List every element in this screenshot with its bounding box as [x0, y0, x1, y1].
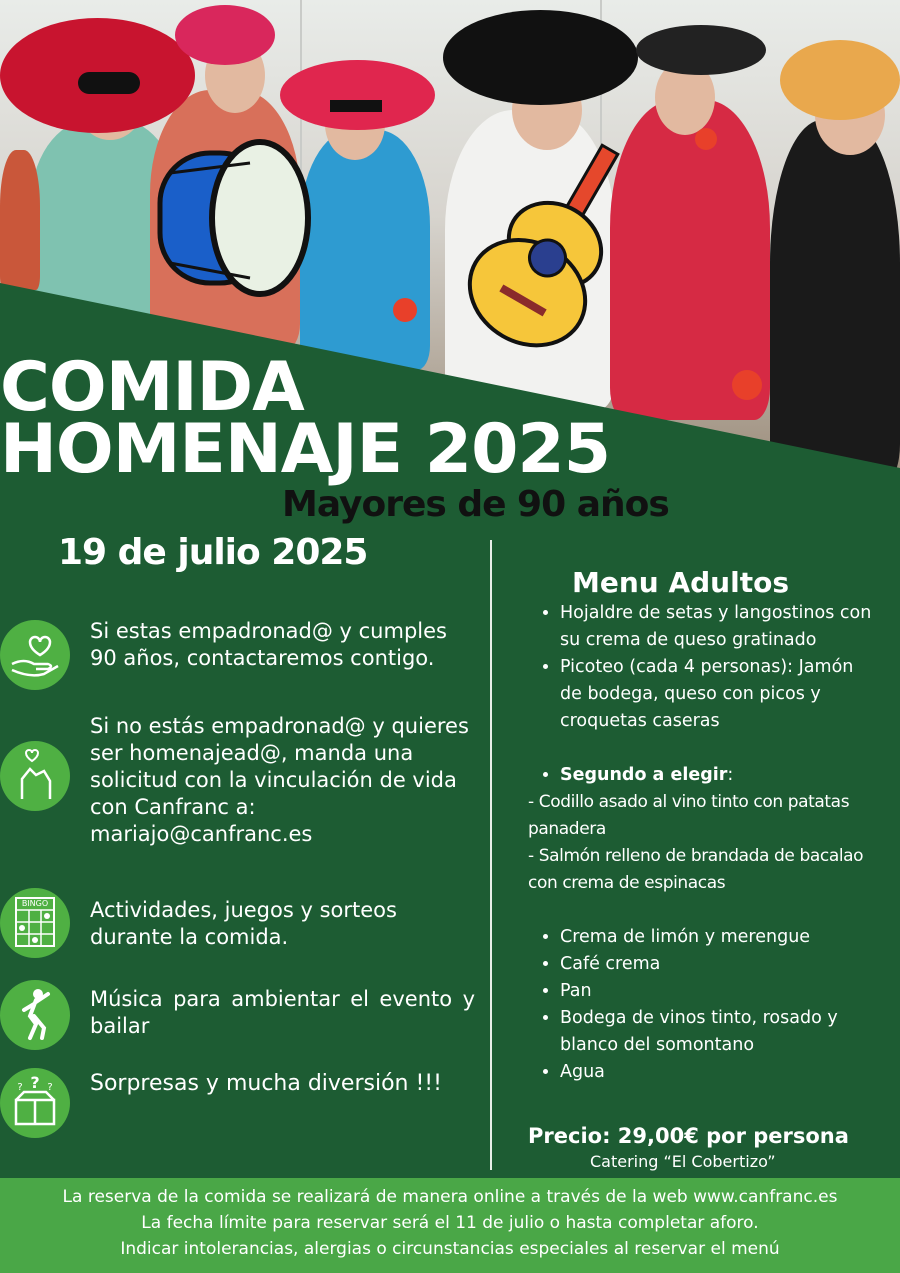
finger-heart-icon — [0, 741, 70, 811]
info-text-solicitud: Si no estás empadronad@ y quieres ser homenajead@, manda una solicitud con la vinculación de vida con Canfranc a: mariajo@canfranc.es — [90, 714, 469, 846]
menu-item: • Picoteo (cada 4 personas): Jamón de bodega, queso con picos y croquetas caseras — [560, 654, 878, 735]
catering: Catering “El Cobertizo” — [590, 1152, 776, 1171]
menu-item: • Crema de limón y merengue — [560, 924, 878, 951]
svg-text:?: ? — [17, 1082, 23, 1093]
menu-entrantes-list — [528, 600, 878, 735]
menu-segundo-option: - Codillo asado al vino tinto con patatas panadera — [528, 792, 850, 839]
footer-line-reserva: La reserva de la comida se realizará de manera online a través de la web www.canfranc.es — [62, 1187, 838, 1207]
menu-list — [528, 600, 878, 1086]
svg-text:BINGO: BINGO — [21, 899, 49, 908]
menu-segundo-option: - Salmón relleno de brandada de bacalao con crema de espinacas — [528, 846, 864, 893]
title-line-1: COMIDA — [0, 348, 304, 427]
menu-item: • Bodega de vinos tinto, rosado y blanco del somontano — [560, 1005, 878, 1059]
bingo-card-icon — [0, 888, 70, 958]
price: Precio: 29,00€ por persona — [528, 1124, 849, 1148]
dancer-icon — [0, 980, 70, 1050]
info-text-empadronado: Si estas empadronad@ y cumples 90 años, contactaremos contigo. — [90, 619, 447, 670]
menu-item: • Café crema — [560, 951, 878, 978]
svg-text:?: ? — [30, 1073, 40, 1092]
footer-line-intolerancias: Indicar intolerancias, alergias o circunstancias especiales al reservar el menú — [120, 1239, 780, 1259]
title-line-2: HOMENAJE 2025 — [0, 410, 611, 489]
menu-postres-list — [528, 924, 878, 1086]
subtitle: Mayores de 90 años — [282, 484, 669, 525]
menu-segundo-list — [528, 762, 878, 789]
footer — [0, 1178, 900, 1273]
menu-title: Menu Adultos — [572, 566, 789, 599]
info-text-sorpresas: Sorpresas y mucha diversión !!! — [90, 1071, 442, 1096]
surprise-box-icon — [0, 1068, 70, 1138]
column-divider — [490, 540, 492, 1170]
info-text-musica: Música para ambientar el evento y bailar — [90, 987, 475, 1038]
svg-text:?: ? — [47, 1082, 53, 1093]
menu-item: • Pan — [560, 978, 878, 1005]
info-text-actividades: Actividades, juegos y sorteos durante la comida. — [90, 898, 397, 949]
menu-item: • Hojaldre de setas y langostinos con su crema de queso gratinado — [560, 600, 878, 654]
hand-hearts-icon — [0, 620, 70, 690]
menu-item: • Agua — [560, 1059, 878, 1086]
event-date: 19 de julio 2025 — [58, 532, 368, 573]
menu-segundo-label: • Segundo a elegir: — [560, 762, 878, 789]
page-title — [0, 348, 700, 489]
footer-line-fecha: La fecha límite para reservar será el 11 de julio o hasta completar aforo. — [141, 1213, 759, 1233]
